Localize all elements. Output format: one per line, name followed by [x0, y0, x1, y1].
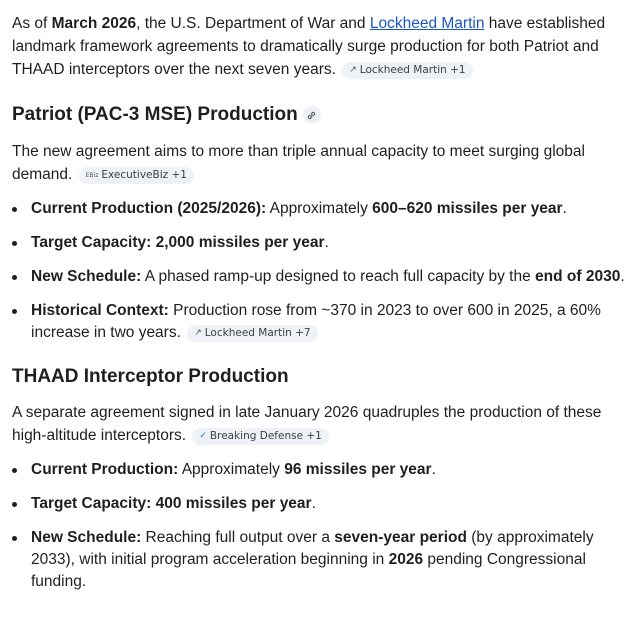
- item-label: Target Capacity: 400 missiles per year: [31, 495, 312, 512]
- item-label: Current Production (2025/2026):: [31, 200, 267, 217]
- intro-text: As of: [12, 15, 52, 32]
- source-chip[interactable]: [192, 428, 329, 445]
- list-item: [12, 300, 626, 344]
- intro-text: , the U.S. Department of War and: [136, 15, 370, 32]
- item-text: Approximately: [178, 461, 285, 478]
- list-item: [12, 527, 626, 593]
- heading-text: THAAD Interceptor Production: [12, 366, 289, 387]
- item-label: Current Production:: [31, 461, 179, 478]
- source-chip-label: Lockheed Martin +1: [359, 64, 466, 76]
- list-item: [12, 459, 626, 481]
- source-chip-label: Lockheed Martin +7: [204, 327, 311, 339]
- thaad-desc-text: A separate agreement signed in late January 2026 quadruples the production of these high-altitude interceptors.: [12, 404, 602, 444]
- patriot-desc-text: The new agreement aims to more than triple annual capacity to meet surging global demand.: [12, 143, 585, 183]
- source-chip[interactable]: [342, 62, 472, 79]
- lockheed-martin-link[interactable]: Lockheed Martin: [369, 15, 485, 32]
- item-bold: seven-year period: [334, 529, 467, 546]
- link-icon[interactable]: [303, 106, 321, 124]
- thaad-list: [12, 459, 626, 593]
- item-label: New Schedule:: [31, 268, 142, 285]
- item-bold: end of 2030: [535, 268, 621, 285]
- intro-date: March 2026: [51, 15, 137, 32]
- list-item: [12, 266, 626, 288]
- item-text: (by approximately 2033), with initial program acceleration beginning in: [31, 529, 594, 568]
- section-heading-thaad: [12, 364, 626, 390]
- item-text: Approximately: [266, 200, 373, 217]
- item-text: .: [562, 200, 567, 217]
- item-text: Production rose from ~370 in 2023 to over 600 in 2025, a 60% increase in two years.: [31, 302, 601, 341]
- section-heading-patriot: [12, 102, 626, 128]
- intro-paragraph: [12, 12, 626, 81]
- item-bold: 600–620 missiles per year: [372, 200, 563, 217]
- source-chip[interactable]: [79, 167, 194, 184]
- item-text: Reaching full output over a: [141, 529, 335, 546]
- list-item: [12, 232, 626, 254]
- list-item: [12, 493, 626, 515]
- trending-arrow-icon: ↗: [349, 65, 357, 75]
- patriot-list: [12, 198, 626, 344]
- source-chip-label: ExecutiveBiz +1: [101, 169, 187, 181]
- source-chip-label: Breaking Defense +1: [209, 430, 322, 442]
- source-logo-icon: EBiz: [85, 172, 99, 179]
- item-text: .: [324, 234, 329, 251]
- item-text: .: [311, 495, 316, 512]
- source-chip[interactable]: [187, 325, 317, 342]
- list-item: [12, 198, 626, 220]
- patriot-description: [12, 140, 626, 186]
- intro-text: have established landmark framework agreements to dramatically surge production for both Patriot and THAAD interceptors over the next seven years.: [12, 15, 606, 78]
- trending-arrow-icon: ↗: [194, 328, 202, 338]
- item-bold: 2026: [388, 551, 424, 568]
- check-icon: ✓: [199, 431, 207, 441]
- item-text: .: [620, 268, 625, 285]
- item-text: pending Congressional funding.: [31, 551, 586, 590]
- item-text: A phased ramp-up designed to reach full capacity by the: [141, 268, 536, 285]
- thaad-description: [12, 401, 626, 447]
- item-label: New Schedule:: [31, 529, 142, 546]
- item-label: Historical Context:: [31, 302, 169, 319]
- item-bold: 96 missiles per year: [284, 461, 432, 478]
- heading-text: Patriot (PAC-3 MSE) Production: [12, 104, 298, 125]
- item-label: Target Capacity: 2,000 missiles per year: [31, 234, 325, 251]
- item-text: .: [431, 461, 436, 478]
